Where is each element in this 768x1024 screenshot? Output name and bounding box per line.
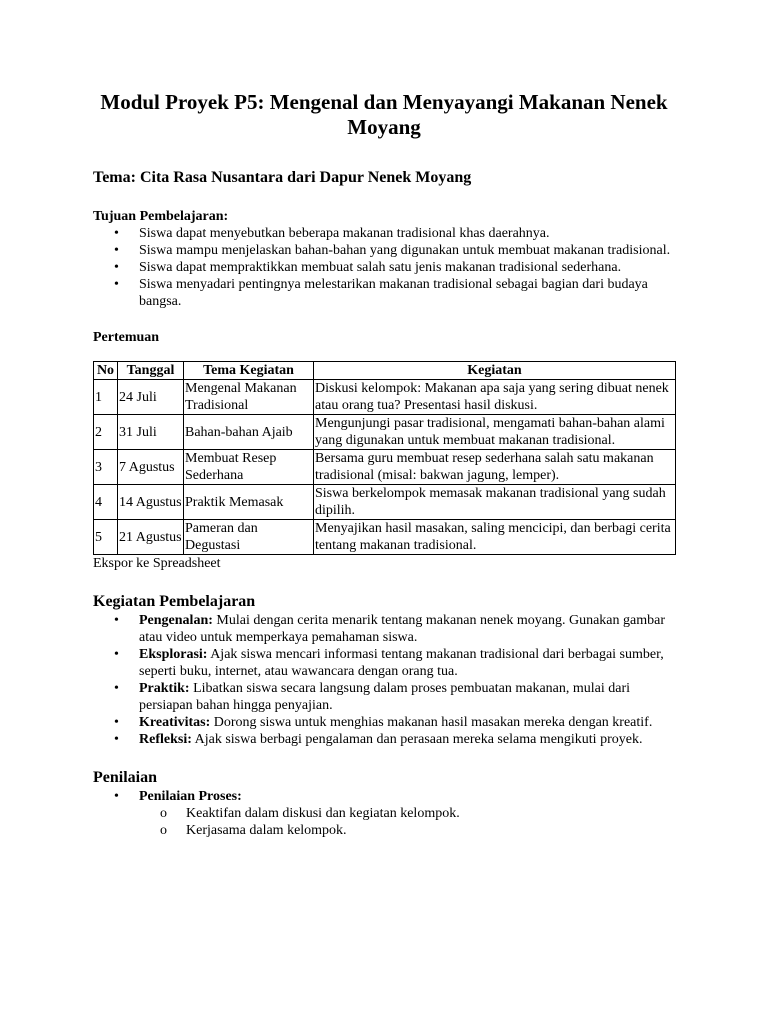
activity-term: Kreativitas:: [139, 715, 211, 730]
cell-no: 5: [94, 520, 118, 555]
goals-list: [93, 225, 675, 310]
cell-date: 21 Agustus: [118, 520, 184, 555]
table-row: [94, 380, 676, 415]
cell-theme: Bahan-bahan Ajaib: [184, 415, 314, 450]
cell-activity: Siswa berkelompok memasak makanan tradisional yang sudah dipilih.: [314, 485, 676, 520]
bullet-icon: •: [114, 715, 119, 730]
cell-date: 7 Agustus: [118, 450, 184, 485]
cell-no: 2: [94, 415, 118, 450]
bullet-icon: •: [114, 277, 119, 292]
assessment-sub-list: [93, 805, 675, 839]
bullet-icon: •: [114, 681, 119, 696]
cell-no: 4: [94, 485, 118, 520]
export-to-spreadsheet-link[interactable]: Ekspor ke Spreadsheet: [93, 556, 221, 571]
goal-text: Siswa dapat mempraktikkan membuat salah satu jenis makanan tradisional sederhana.: [139, 260, 622, 275]
activity-item: [93, 680, 675, 714]
bullet-icon: •: [114, 243, 119, 258]
theme-heading: Tema: Cita Rasa Nusantara dari Dapur Nenek Moyang: [93, 169, 472, 186]
activities-heading: Kegiatan Pembelajaran: [93, 593, 256, 610]
table-row: [94, 485, 676, 520]
cell-theme: Membuat Resep Sederhana: [184, 450, 314, 485]
cell-date: 24 Juli: [118, 380, 184, 415]
column-header-activity: Kegiatan: [314, 362, 676, 380]
document-title: Modul Proyek P5: Mengenal dan Menyayangi Makanan Nenek Moyang: [100, 90, 668, 139]
cell-activity: Menyajikan hasil masakan, saling mencicipi, dan berbagi cerita tentang makanan tradisional.: [314, 520, 676, 555]
meetings-label: Pertemuan: [93, 330, 160, 345]
activities-list: [93, 612, 675, 748]
circle-bullet-icon: o: [160, 823, 167, 838]
activity-item: [93, 731, 675, 748]
activity-term: Praktik:: [139, 681, 190, 696]
bullet-icon: •: [114, 260, 119, 275]
bullet-icon: •: [114, 732, 119, 747]
goal-item: [93, 225, 675, 242]
cell-no: 1: [94, 380, 118, 415]
goal-text: Siswa dapat menyebutkan beberapa makanan tradisional khas daerahnya.: [139, 226, 550, 241]
cell-date: 31 Juli: [118, 415, 184, 450]
bullet-icon: •: [114, 647, 119, 662]
assessment-sub-text: Kerjasama dalam kelompok.: [186, 823, 347, 838]
column-header-theme: Tema Kegiatan: [184, 362, 314, 380]
column-header-no: No: [94, 362, 118, 380]
cell-theme: Pameran dan Degustasi: [184, 520, 314, 555]
assessment-item: [93, 788, 675, 805]
cell-activity: Diskusi kelompok: Makanan apa saja yang sering dibuat nenek atau orang tua? Presentasi hasil diskusi.: [314, 380, 676, 415]
activity-item: [93, 612, 675, 646]
assessment-sub-text: Keaktifan dalam diskusi dan kegiatan kelompok.: [186, 806, 460, 821]
goal-item: [93, 276, 675, 310]
assessment-sub-item: [93, 805, 675, 822]
bullet-icon: •: [114, 226, 119, 241]
cell-no: 3: [94, 450, 118, 485]
cell-activity: Bersama guru membuat resep sederhana salah satu makanan tradisional (misal: bakwan jagung, lemper).: [314, 450, 676, 485]
column-header-date: Tanggal: [118, 362, 184, 380]
assessment-list: [93, 788, 675, 805]
cell-activity: Mengunjungi pasar tradisional, mengamati bahan-bahan alami yang digunakan untuk membuat makanan tradisional.: [314, 415, 676, 450]
assessment-heading: Penilaian: [93, 769, 158, 786]
meetings-table: [93, 361, 676, 555]
table-row: [94, 415, 676, 450]
assessment-sub-item: [93, 822, 675, 839]
goal-item: [93, 259, 675, 276]
table-row: [94, 520, 676, 555]
bullet-icon: •: [114, 789, 119, 804]
activity-text: Ajak siswa mencari informasi tentang makanan tradisional dari berbagai sumber, seperti buku, internet, atau wawancara dengan orang tua.: [139, 647, 664, 679]
cell-theme: Praktik Memasak: [184, 485, 314, 520]
cell-date: 14 Agustus: [118, 485, 184, 520]
table-header-row: [94, 362, 676, 380]
activity-term: Refleksi:: [139, 732, 192, 747]
activity-term: Eksplorasi:: [139, 647, 208, 662]
activity-item: [93, 646, 675, 680]
activity-text: Ajak siswa berbagi pengalaman dan perasaan mereka selama mengikuti proyek.: [191, 732, 643, 747]
activity-text: Mulai dengan cerita menarik tentang makanan nenek moyang. Gunakan gambar atau video untuk memperkaya pemahaman siswa.: [139, 613, 665, 645]
activity-item: [93, 714, 675, 731]
goals-label: Tujuan Pembelajaran:: [93, 209, 229, 224]
activity-term: Pengenalan:: [139, 613, 213, 628]
bullet-icon: •: [114, 613, 119, 628]
assessment-label: Penilaian Proses:: [139, 789, 242, 804]
table-row: [94, 450, 676, 485]
activity-text: Libatkan siswa secara langsung dalam proses pembuatan makanan, mulai dari persiapan bahan hingga penyajian.: [139, 681, 631, 713]
goal-item: [93, 242, 675, 259]
circle-bullet-icon: o: [160, 806, 167, 821]
goal-text: Siswa menyadari pentingnya melestarikan makanan tradisional sebagai bagian dari budaya bangsa.: [139, 277, 648, 309]
goal-text: Siswa mampu menjelaskan bahan-bahan yang digunakan untuk membuat makanan tradisional.: [139, 243, 671, 258]
cell-theme: Mengenal Makanan Tradisional: [184, 380, 314, 415]
activity-text: Dorong siswa untuk menghias makanan hasil masakan mereka dengan kreatif.: [210, 715, 653, 730]
